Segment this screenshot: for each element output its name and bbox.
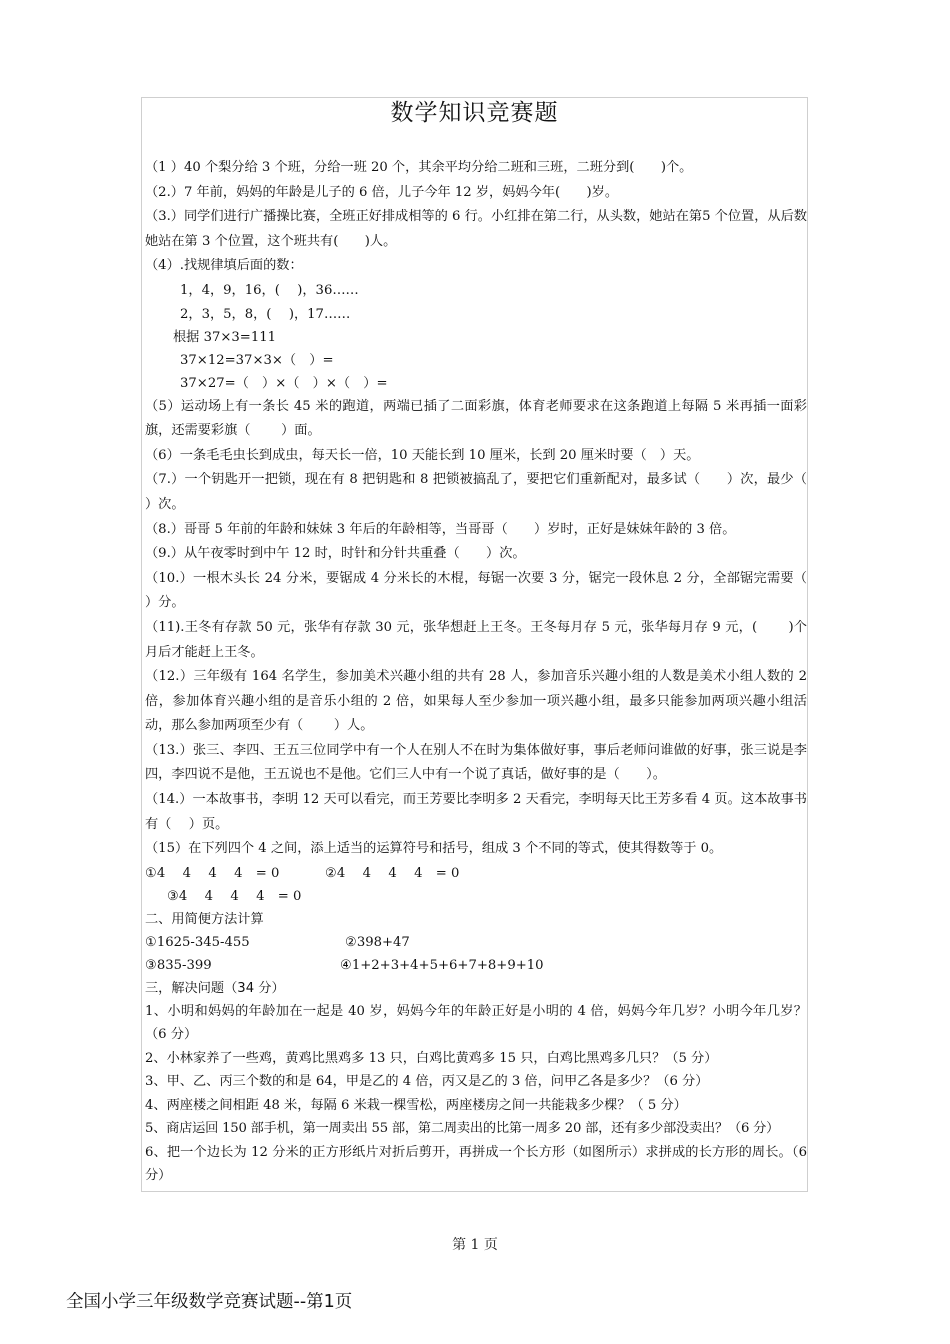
calc-row-1 (145, 931, 807, 954)
problem-1: 1、小明和妈妈的年龄加在一起是 40 岁，妈妈今年的年龄正好是小明的 4 倍，妈妈今年几岁？小明今年几岁？（6 分） (145, 1003, 807, 1043)
sequence-2: 2，3，5，8，( )，17…… (180, 306, 351, 322)
given-equation: 根据 37×3=111 (173, 329, 277, 345)
equation-item-2: ②4 4 4 4 = 0 (325, 865, 460, 881)
problem-4: 4、两座楼之间相距 48 米，每隔 6 米栽一棵雪松，两座楼房之间一共能栽多少棵？（ 5 分） (145, 1097, 687, 1113)
question-3: （3.）同学们进行广播操比赛，全班正好排成相等的 6 行。小红排在第二行，从头数，她站在第5 个位置，从后数她站在第 3 个位置，这个班共有( )人。 (145, 209, 807, 249)
section-3-heading: 三，解决问题（34 分） (145, 980, 285, 996)
question-8: （8.）哥哥 5 年前的年龄和妹妹 3 年后的年龄相等，当哥哥（ ）岁时，正好是妹妹年龄的 3 倍。 (145, 521, 736, 537)
question-6: （6）一条毛毛虫长到成虫，每天长一倍，10 天能长到 10 厘米，长到 20 厘米时要（ ）天。 (145, 447, 700, 463)
question-15: （15）在下列四个 4 之间，添上适当的运算符号和括号，组成 3 个不同的等式，使其得数等于 0。 (145, 841, 723, 857)
problem-2: 2、小林家养了一些鸡，黄鸡比黑鸡多 13 只，白鸡比黄鸡多 15 只，白鸡比黑鸡多几只？（5 分） (145, 1050, 718, 1066)
calc-row-2 (145, 954, 807, 977)
question-5: （5）运动场上有一条长 45 米的跑道，两端已插了二面彩旗，体育老师要求在这条跑道上每隔 5 米再插一面彩旗，还需要彩旗（ ）面。 (145, 398, 807, 439)
problem-5: 5、商店运回 150 部手机，第一周卖出 55 部，第二周卖出的比第一周多 20 部，还有多少部没卖出？（6 分） (145, 1121, 780, 1137)
equation-row-2 (145, 885, 807, 908)
problem-6: 6、把一个边长为 12 分米的正方形纸片对折后剪开，再拼成一个长方形（如图所示）求拼成的长方形的周长。（6 分） (145, 1144, 807, 1184)
question-7: （7.）一个钥匙开一把锁，现在有 8 把钥匙和 8 把锁被搞乱了，要把它们重新配对，最多试（ ）次，最少（ ）次。 (145, 472, 825, 512)
page-number: 第 1 页 (452, 1237, 498, 1253)
question-1: （1 ）40 个梨分给 3 个班，分给一班 20 个，其余平均分给二班和三班，二班分到( )个。 (145, 160, 693, 175)
equation-item-1: ①4 4 4 4 = 0 (145, 865, 280, 881)
question-4-intro: （4）.找规律填后面的数： (145, 258, 303, 274)
question-14: （14.）一本故事书，李明 12 天可以看完，而王芳要比李明多 2 天看完，李明每天比王芳多看 4 页。这本故事书有（ ）页。 (145, 792, 807, 832)
equation-row-1 (145, 862, 807, 885)
equation-item-3: ③4 4 4 4 = 0 (167, 888, 302, 904)
calc-item-2: ②398+47 (345, 934, 410, 950)
question-9: （9.）从午夜零时到中午 12 时，时针和分针共重叠（ ）次。 (145, 546, 526, 562)
calc-item-4: ④1+2+3+4+5+6+7+8+9+10 (340, 957, 544, 973)
question-body (145, 156, 838, 1188)
question-12: （12.）三年级有 164 名学生，参加美术兴趣小组的共有 28 人，参加音乐兴趣小组的人数是美术小组人数的 2 倍，参加体育兴趣小组的是音乐小组的 2 倍，如果每人至少参加一项兴趣小组，最多只能参加两项兴趣小组活动，那么参加两项至少有（ ）人。 (145, 669, 807, 734)
question-11: （11).王冬有存款 50 元，张华有存款 30 元，张华想赶上王冬。王冬每月存 5 元，张华每月存 9 元，( )个月后才能赶上王冬。 (145, 619, 807, 660)
question-13: （13.）张三、李四、王五三位同学中有一个人在别人不在时为集体做好事，事后老师问谁做的好事，张三说是李四，李四说不是他，王五说也不是他。它们三人中有一个说了真话，做好事的是（ ）。 (145, 742, 807, 783)
equation-1: 37×12=37×3×（ ）= (180, 352, 334, 368)
sequence-1: 1，4，9，16，( )，36…… (180, 282, 359, 298)
footer-title: 全国小学三年级数学竞赛试题--第1页 (66, 1292, 353, 1312)
calc-item-1: ①1625-345-455 (145, 934, 250, 950)
question-2: （2.）7 年前，妈妈的年龄是儿子的 6 倍，儿子今年 12 岁，妈妈今年( )岁。 (145, 184, 619, 200)
equation-2: 37×27=（ ）×（ ）×（ ）= (180, 375, 388, 391)
problem-3: 3、甲、乙、丙三个数的和是 64，甲是乙的 4 倍，丙又是乙的 3 倍，问甲乙各是多少？（6 分） (145, 1074, 709, 1090)
section-2-heading: 二、用简便方法计算 (145, 911, 264, 927)
page-title: 数学知识竞赛题 (390, 100, 559, 126)
question-10: （10.）一根木头长 24 分米，要锯成 4 分米长的木棍，每锯一次要 3 分，锯完一段休息 2 分，全部锯完需要（ ）分。 (145, 570, 838, 611)
calc-item-3: ③835-399 (145, 957, 212, 973)
